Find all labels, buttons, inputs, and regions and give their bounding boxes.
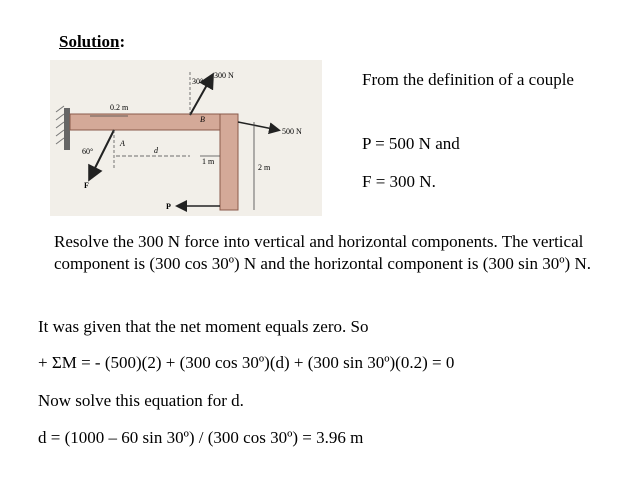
p-value-text: P = 500 N and — [362, 134, 460, 153]
force-f-arrow — [90, 130, 114, 178]
point-a-label: A — [120, 139, 125, 148]
wall-hatching — [56, 106, 64, 144]
horizontal-beam — [70, 114, 238, 130]
vertical-member — [220, 114, 238, 210]
resolve-paragraph: Resolve the 300 N force into vertical and horizontal components. The vertical component is (300 cos 30º) N and the horizontal component is (300 sin 30º) N. — [54, 232, 591, 273]
dim-1m-label: 1 m — [202, 157, 215, 166]
solve-instruction: Now solve this equation for d. — [38, 391, 244, 410]
dim-d-label: d — [154, 146, 158, 155]
angle-60-label: 60° — [82, 147, 94, 156]
solution-heading-colon: : — [119, 32, 126, 51]
wall-support — [64, 108, 70, 150]
solution-heading-label: Solution — [59, 32, 120, 51]
force-500-arrow — [238, 122, 278, 130]
moment-equation: + ΣM = - (500)(2) + (300 cos 30º)(d) + (300 sin 30º)(0.2) = 0 — [38, 353, 455, 372]
force-300-label: 300 N — [214, 71, 234, 80]
force-f-label: F — [84, 181, 89, 190]
couple-diagram-svg — [50, 60, 322, 216]
force-500-label: 500 N — [282, 127, 302, 136]
dim-2m-label: 2 m — [258, 163, 271, 172]
couple-diagram — [50, 60, 322, 216]
couple-definition-text: From the definition of a couple — [362, 70, 574, 89]
dim-02-label: 0.2 m — [110, 103, 129, 112]
given-statement: It was given that the net moment equals zero. So — [38, 317, 369, 336]
answer-line: d = (1000 – 60 sin 30º) / (300 cos 30º) = 3.96 m — [38, 428, 364, 447]
f-value-text: F = 300 N. — [362, 172, 436, 191]
force-p-label: P — [166, 202, 171, 211]
point-b-label: B — [200, 115, 205, 124]
solution-heading — [59, 32, 125, 52]
angle-30-label: 30° — [192, 77, 204, 86]
